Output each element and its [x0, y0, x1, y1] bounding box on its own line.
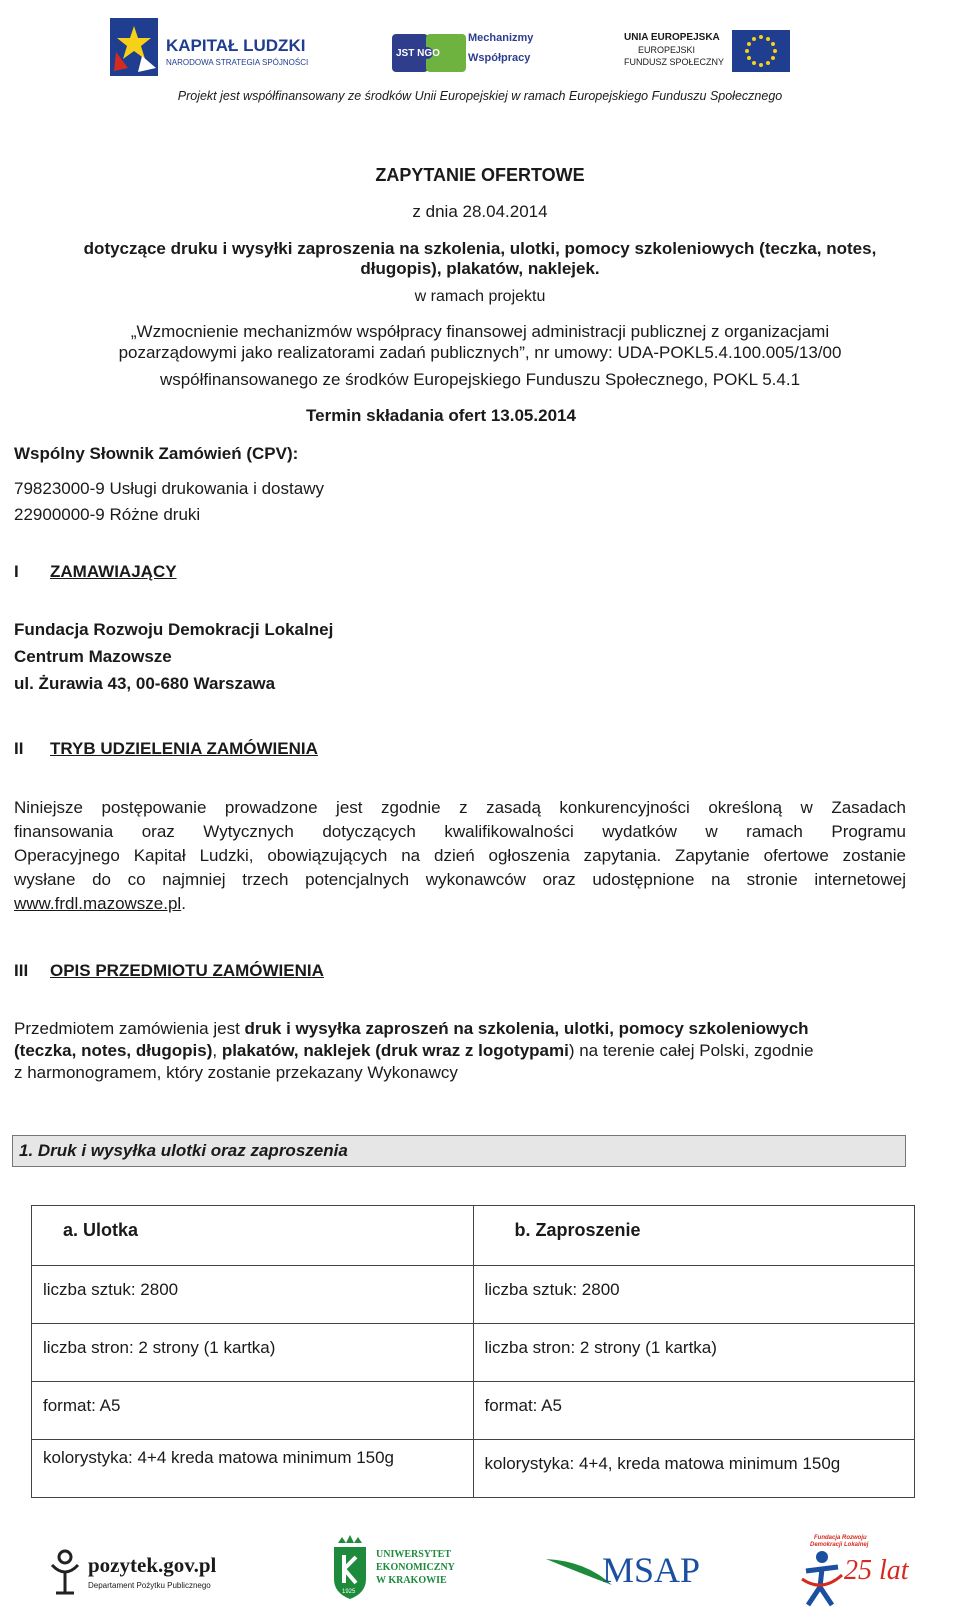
pozytek-subtitle: Departament Pożytku Publicznego [88, 1581, 211, 1590]
section-title: ZAMAWIAJĄCY [50, 562, 177, 581]
kapital-ludzki-logo [108, 16, 328, 86]
subsection-box: 1. Druk i wysyłka ulotki oraz zaproszenia [12, 1135, 906, 1167]
mechanizmy-line1: Mechanizmy [468, 32, 534, 44]
table-row [32, 1440, 915, 1498]
uek-logo [330, 1535, 480, 1605]
eu-flag-icon [732, 30, 790, 72]
paragraph-bold: (teczka, notes, długopis) [14, 1041, 213, 1060]
table-cell: liczba stron: 2 strony (1 kartka) [473, 1324, 915, 1382]
paragraph-line: Operacyjnego Kapitał Ludzki, obowiązujących na dzień ogłoszenia zapytania. Zapytanie ofertowe zostanie [14, 846, 906, 865]
subject-line1: dotyczące druku i wysyłki zaproszenia na szkolenia, ulotki, pomocy szkoleniowych (teczka, notes, [83, 239, 877, 258]
deadline: Termin składania ofert 13.05.2014 [306, 406, 576, 425]
paragraph-line: finansowania oraz Wytycznych dotyczących kwalifikowalności wydatków w ramach Programu [14, 822, 906, 841]
section-number: III [14, 961, 29, 980]
frdl-line1: Fundacja Rozwoju [814, 1535, 867, 1541]
project-line1: „Wzmocnienie mechanizmów współpracy finansowej administracji publicznej z organizacjami [130, 322, 830, 341]
person-icon [48, 1549, 82, 1595]
table-cell: format: A5 [473, 1382, 915, 1440]
project-intro: w ramach projektu [414, 288, 546, 305]
paragraph-bold: druk i wysyłka zaproszeń na szkolenia, ulotki, pomocy szkoleniowych [244, 1019, 809, 1038]
table-row [32, 1382, 915, 1440]
table-cell: kolorystyka: 4+4 kreda matowa minimum 150g [32, 1440, 474, 1498]
table-cell: kolorystyka: 4+4, kreda matowa minimum 150g [473, 1440, 915, 1498]
cpv-item: 79823000-9 Usługi drukowania i dostawy [14, 479, 324, 498]
table-header-cell [32, 1206, 474, 1266]
section-number: I [14, 562, 19, 581]
ue-line1: UNIA EUROPEJSKA [624, 32, 720, 43]
paragraph-line: wysłane do co najmniej trzech potencjalnych wykonawców oraz udostępnione na stronie internetowej [14, 870, 906, 889]
section-iii-paragraph [14, 1018, 906, 1084]
doc-title: ZAPYTANIE OFERTOWE [375, 165, 585, 185]
msap-text: MSAP [602, 1550, 701, 1590]
frdl-line2: Demokracji Lokalnej [810, 1542, 869, 1548]
project-line2: pozarządowymi jako realizatorami zadań publicznych”, nr umowy: UDA-POKL5.4.100.005/13/00 [118, 343, 842, 362]
uek-line3: W KRAKOWIE [376, 1575, 447, 1586]
table-cell: liczba sztuk: 2800 [473, 1266, 915, 1324]
cpv-heading: Wspólny Słownik Zamówień (CPV): [14, 444, 299, 463]
mechanizmy-line2: Współpracy [468, 52, 531, 64]
website-link[interactable]: www.frdl.mazowsze.pl [14, 894, 182, 913]
person-runner-icon [800, 1549, 846, 1607]
section-title: OPIS PRZEDMIOTU ZAMÓWIENIA [50, 961, 324, 980]
ue-line3: FUNDUSZ SPOŁECZNY [624, 57, 725, 67]
frdl-logo [800, 1535, 910, 1607]
subject-line2: długopis), plakatów, naklejek. [360, 259, 600, 278]
kapital-ludzki-emblem [108, 16, 160, 78]
uek-line1: UNIWERSYTET [376, 1549, 452, 1560]
section-ii-paragraph [14, 796, 906, 916]
link-suffix: . [181, 894, 186, 913]
spec-table [31, 1205, 915, 1498]
orderer-address: ul. Żurawia 43, 00-680 Warszawa [14, 674, 276, 693]
msap-logo [546, 1549, 716, 1593]
table-cell: liczba stron: 2 strony (1 kartka) [32, 1324, 474, 1382]
mechanizmy-badge: JST NGO [396, 48, 440, 59]
col-b-head: b. Zaproszenie [514, 1220, 641, 1240]
paragraph-text: , [212, 1041, 222, 1060]
paragraph-text: z harmonogramem, który zostanie przekazany Wykonawcy [14, 1063, 458, 1082]
col-a-head: a. Ulotka [63, 1220, 139, 1240]
paragraph-line: Niniejsze postępowanie prowadzone jest zgodnie z zasadą konkurencyjności określoną w Zasadach [14, 798, 906, 817]
orderer-name: Fundacja Rozwoju Demokracji Lokalnej [14, 620, 334, 639]
kapital-ludzki-title: KAPITAŁ LUDZKI [166, 36, 306, 55]
mechanizmy-logo [390, 26, 540, 84]
table-row [32, 1266, 915, 1324]
section-title: TRYB UDZIELENIA ZAMÓWIENIA [50, 739, 318, 758]
footer-logos [0, 1535, 960, 1610]
paragraph-bold: plakatów, naklejek (druk wraz z logotypami [221, 1041, 569, 1060]
orderer-unit: Centrum Mazowsze [14, 647, 172, 666]
section-number: II [14, 739, 24, 758]
table-header-cell [473, 1206, 915, 1266]
ue-line2: EUROPEJSKI [638, 45, 696, 55]
paragraph-text: ) na terenie całej Polski, zgodnie [568, 1041, 814, 1060]
paragraph-text: Przedmiotem zamówienia jest [14, 1019, 245, 1038]
frdl-years: 25 lat [844, 1555, 909, 1586]
header-logos [0, 12, 960, 92]
table-row [32, 1206, 915, 1266]
kapital-ludzki-subtitle: NARODOWA STRATEGIA SPÓJNOŚCI [166, 58, 309, 67]
pozytek-logo [48, 1549, 248, 1599]
table-cell: liczba sztuk: 2800 [32, 1266, 474, 1324]
uek-year: 1925 [342, 1589, 356, 1595]
cpv-item: 22900000-9 Różne druki [14, 505, 201, 524]
doc-date: z dnia 28.04.2014 [412, 202, 548, 221]
ue-logo [624, 30, 794, 80]
pozytek-title: pozytek.gov.pl [88, 1553, 217, 1577]
table-cell: format: A5 [32, 1382, 474, 1440]
uek-line2: EKONOMICZNY [376, 1562, 455, 1573]
project-line3: współfinansowanego ze środków Europejskiego Funduszu Społecznego, POKL 5.4.1 [159, 370, 801, 389]
table-row [32, 1324, 915, 1382]
cofinanced-note: Projekt jest współfinansowany ze środków Unii Europejskiej w ramach Europejskiego Funduszu Społecznego [177, 89, 783, 103]
